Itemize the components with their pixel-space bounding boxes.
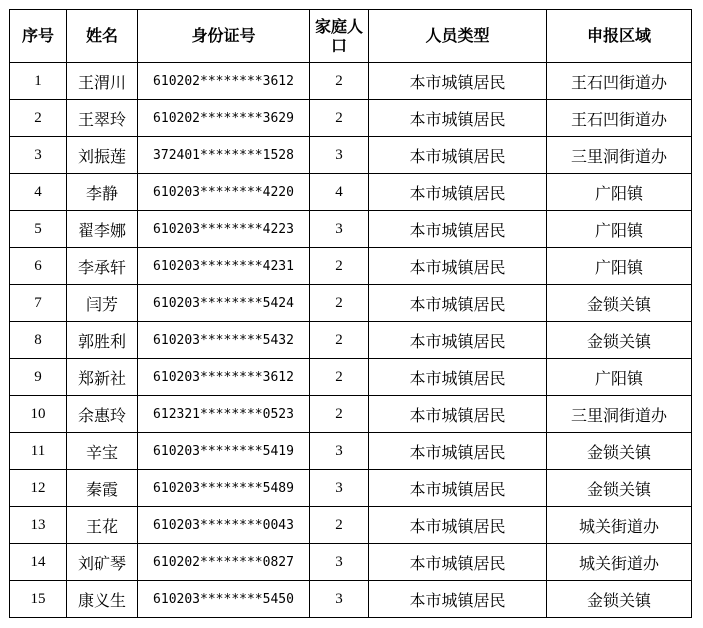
cell-name: 郭胜利 [67,322,138,359]
cell-person-type: 本市城镇居民 [369,211,547,248]
cell-id-number: 610203********4231 [138,248,310,285]
cell-person-type: 本市城镇居民 [369,137,547,174]
cell-index: 5 [10,211,67,248]
cell-household: 2 [310,322,369,359]
cell-index: 11 [10,433,67,470]
cell-region: 城关街道办 [547,544,692,581]
cell-household: 3 [310,581,369,618]
cell-region: 三里洞街道办 [547,396,692,433]
cell-household: 2 [310,359,369,396]
cell-name: 闫芳 [67,285,138,322]
cell-household: 3 [310,470,369,507]
cell-person-type: 本市城镇居民 [369,507,547,544]
header-name: 姓名 [67,10,138,63]
cell-id-number: 372401********1528 [138,137,310,174]
table-row [10,470,692,507]
applicant-table [9,9,692,618]
cell-id-number: 610202********3612 [138,63,310,100]
cell-index: 6 [10,248,67,285]
cell-household: 2 [310,100,369,137]
cell-person-type: 本市城镇居民 [369,544,547,581]
cell-id-number: 610202********0827 [138,544,310,581]
cell-id-number: 610203********4220 [138,174,310,211]
cell-id-number: 612321********0523 [138,396,310,433]
cell-household: 2 [310,285,369,322]
cell-household: 3 [310,211,369,248]
cell-name: 李静 [67,174,138,211]
cell-region: 广阳镇 [547,211,692,248]
cell-household: 3 [310,137,369,174]
cell-person-type: 本市城镇居民 [369,396,547,433]
cell-person-type: 本市城镇居民 [369,285,547,322]
cell-name: 辛宝 [67,433,138,470]
header-household: 家庭人口 [310,10,369,63]
cell-person-type: 本市城镇居民 [369,359,547,396]
cell-id-number: 610203********5450 [138,581,310,618]
table-body [10,63,692,618]
cell-household: 2 [310,396,369,433]
cell-index: 13 [10,507,67,544]
cell-index: 9 [10,359,67,396]
cell-person-type: 本市城镇居民 [369,581,547,618]
cell-id-number: 610202********3629 [138,100,310,137]
header-region: 申报区域 [547,10,692,63]
cell-id-number: 610203********5432 [138,322,310,359]
cell-person-type: 本市城镇居民 [369,174,547,211]
cell-id-number: 610203********5419 [138,433,310,470]
cell-name: 李承轩 [67,248,138,285]
table-row [10,396,692,433]
cell-index: 15 [10,581,67,618]
cell-person-type: 本市城镇居民 [369,63,547,100]
table-row [10,137,692,174]
cell-name: 王渭川 [67,63,138,100]
table-row [10,174,692,211]
table-row [10,581,692,618]
cell-region: 城关街道办 [547,507,692,544]
cell-person-type: 本市城镇居民 [369,470,547,507]
table-row [10,63,692,100]
cell-household: 2 [310,507,369,544]
cell-name: 余惠玲 [67,396,138,433]
applicant-table-container [9,9,692,618]
cell-region: 广阳镇 [547,248,692,285]
cell-id-number: 610203********5489 [138,470,310,507]
cell-household: 3 [310,433,369,470]
cell-person-type: 本市城镇居民 [369,100,547,137]
cell-region: 王石凹街道办 [547,100,692,137]
cell-person-type: 本市城镇居民 [369,248,547,285]
cell-person-type: 本市城镇居民 [369,322,547,359]
cell-index: 3 [10,137,67,174]
cell-region: 广阳镇 [547,359,692,396]
header-index: 序号 [10,10,67,63]
table-row [10,433,692,470]
cell-index: 14 [10,544,67,581]
cell-name: 刘振莲 [67,137,138,174]
cell-index: 12 [10,470,67,507]
cell-household: 2 [310,248,369,285]
cell-household: 2 [310,63,369,100]
cell-person-type: 本市城镇居民 [369,433,547,470]
cell-name: 王翠玲 [67,100,138,137]
cell-id-number: 610203********4223 [138,211,310,248]
cell-index: 4 [10,174,67,211]
header-person-type: 人员类型 [369,10,547,63]
header-id-number: 身份证号 [138,10,310,63]
cell-household: 3 [310,544,369,581]
cell-name: 刘矿琴 [67,544,138,581]
cell-name: 秦霞 [67,470,138,507]
cell-index: 1 [10,63,67,100]
cell-name: 康义生 [67,581,138,618]
cell-region: 三里洞街道办 [547,137,692,174]
cell-region: 金锁关镇 [547,322,692,359]
table-header-row [10,10,692,63]
cell-index: 2 [10,100,67,137]
cell-id-number: 610203********5424 [138,285,310,322]
table-row [10,100,692,137]
cell-region: 金锁关镇 [547,470,692,507]
table-row [10,359,692,396]
cell-region: 王石凹街道办 [547,63,692,100]
table-row [10,322,692,359]
cell-region: 金锁关镇 [547,581,692,618]
cell-index: 7 [10,285,67,322]
table-row [10,507,692,544]
cell-name: 王花 [67,507,138,544]
cell-name: 郑新社 [67,359,138,396]
cell-household: 4 [310,174,369,211]
cell-index: 10 [10,396,67,433]
table-row [10,248,692,285]
cell-id-number: 610203********3612 [138,359,310,396]
table-row [10,211,692,248]
cell-id-number: 610203********0043 [138,507,310,544]
cell-region: 广阳镇 [547,174,692,211]
cell-region: 金锁关镇 [547,433,692,470]
table-row [10,285,692,322]
cell-region: 金锁关镇 [547,285,692,322]
cell-index: 8 [10,322,67,359]
table-row [10,544,692,581]
cell-name: 翟李娜 [67,211,138,248]
